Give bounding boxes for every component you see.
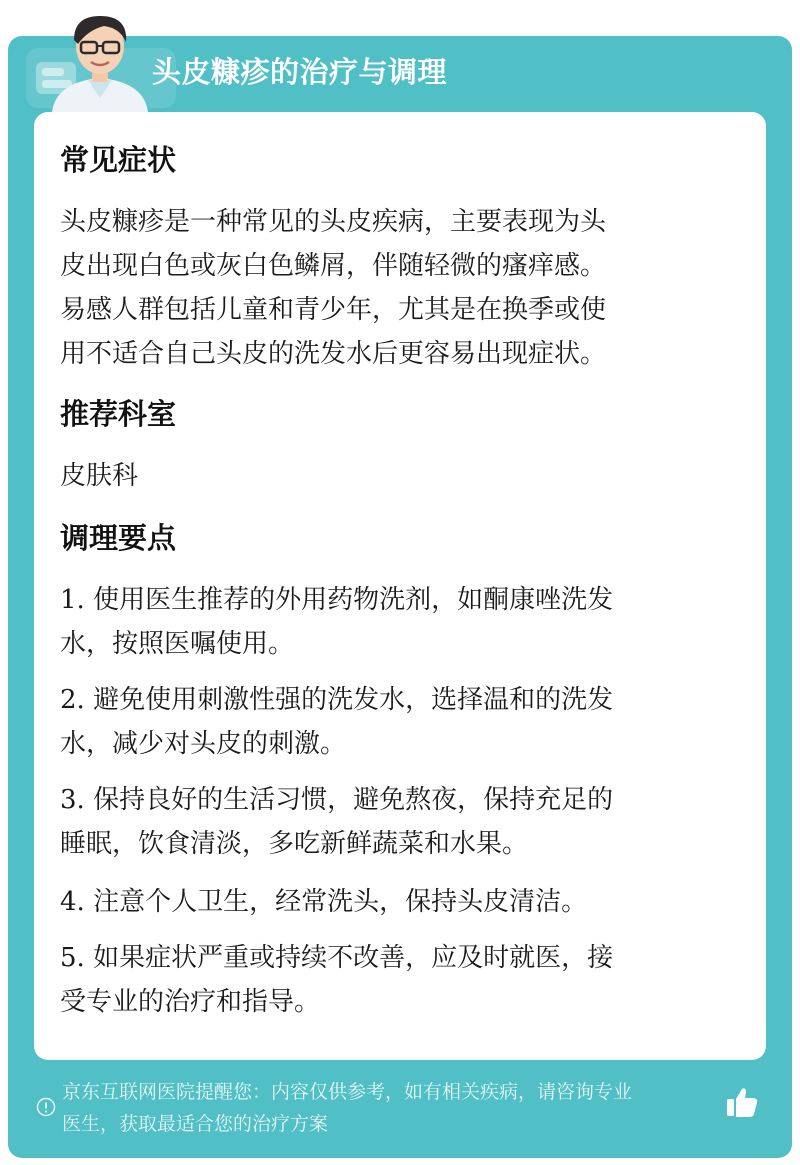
- care-item-text: 保持良好的生活习惯，避免熬夜，保持充足的: [93, 785, 614, 815]
- content-panel: [34, 112, 766, 1060]
- department-value: 皮肤科: [60, 461, 139, 491]
- care-item: [60, 578, 740, 666]
- care-item-text: 使用医生推荐的外用药物洗剂，如酮康唑洗发: [93, 585, 614, 615]
- care-item: [60, 936, 740, 1024]
- care-item-text: 注意个人卫生，经常洗头，保持头皮清洁。: [93, 887, 588, 917]
- info-icon: [36, 1097, 56, 1117]
- symptoms-line: 用不适合自己头皮的洗发水后更容易出现症状。: [60, 339, 607, 369]
- care-item: [60, 678, 740, 766]
- care-item-text: 如果症状严重或持续不改善，应及时就医，接: [93, 943, 614, 973]
- disclaimer-line: 医生，获取最适合您的治疗方案: [62, 1113, 329, 1135]
- care-item-text: 水，减少对头皮的刺激。: [60, 729, 347, 759]
- care-item-number: 5.: [60, 943, 85, 973]
- symptoms-line: 皮出现白色或灰白色鳞屑，伴随轻微的瘙痒感。: [60, 251, 607, 281]
- care-title: 调理要点: [60, 521, 177, 555]
- care-item-number: 3.: [60, 785, 85, 815]
- care-item-text: 水，按照医嘱使用。: [60, 629, 295, 659]
- symptoms-text: [60, 200, 740, 376]
- care-item: [60, 880, 740, 924]
- care-item-text: 受专业的治疗和指导。: [60, 987, 321, 1017]
- care-item-number: 1.: [60, 585, 85, 615]
- symptoms-line: 头皮糠疹是一种常见的头皮疾病，主要表现为头: [60, 207, 607, 237]
- care-item-number: 2.: [60, 685, 85, 715]
- care-item-number: 4.: [60, 887, 85, 917]
- doctor-avatar-icon: [44, 6, 156, 112]
- symptoms-line: 易感人群包括儿童和青少年，尤其是在换季或使: [60, 295, 607, 325]
- thumbs-up-icon[interactable]: [724, 1084, 760, 1120]
- care-item: [60, 778, 740, 866]
- symptoms-title: 常见症状: [60, 143, 177, 177]
- disclaimer-line: 京东互联网医院提醒您：内容仅供参考，如有相关疾病，请咨询专业: [62, 1081, 633, 1103]
- department-title: 推荐科室: [60, 397, 177, 431]
- disclaimer: [62, 1076, 732, 1140]
- care-item-text: 睡眠，饮食清淡，多吃新鲜蔬菜和水果。: [60, 829, 529, 859]
- care-item-text: 避免使用刺激性强的洗发水，选择温和的洗发: [93, 685, 614, 715]
- page-title: 头皮糠疹的治疗与调理: [152, 55, 448, 89]
